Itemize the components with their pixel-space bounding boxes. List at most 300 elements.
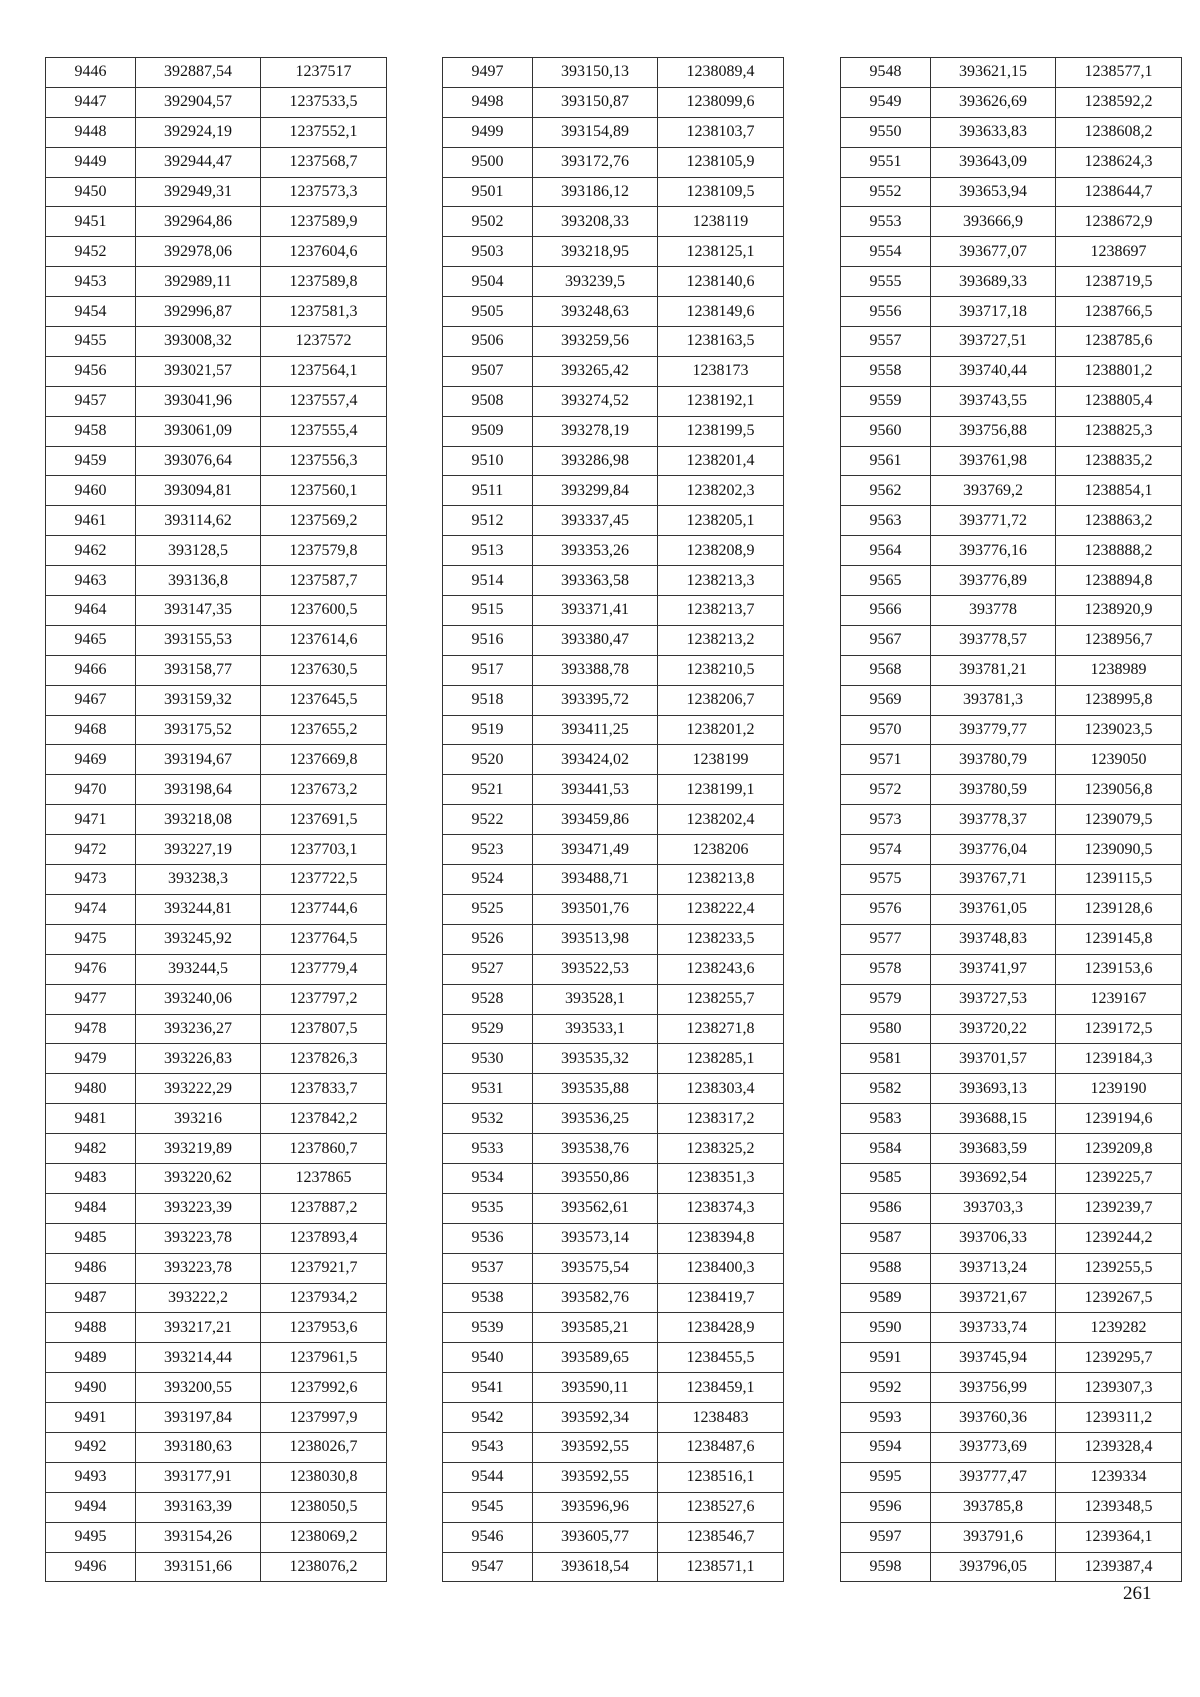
point-number-cell: 9482	[46, 1134, 136, 1164]
point-number-cell: 9460	[46, 476, 136, 506]
y-coordinate-cell: 1237860,7	[261, 1134, 387, 1164]
table-row	[46, 1492, 387, 1522]
x-coordinate-cell: 393761,98	[931, 446, 1056, 476]
y-coordinate-cell: 1239167	[1056, 984, 1182, 1014]
table-row	[443, 536, 784, 566]
point-number-cell: 9597	[841, 1522, 931, 1552]
point-number-cell: 9532	[443, 1104, 533, 1134]
coordinate-table-2	[442, 57, 784, 1582]
y-coordinate-cell: 1238208,9	[658, 536, 784, 566]
point-number-cell: 9458	[46, 416, 136, 446]
y-coordinate-cell: 1237533,5	[261, 87, 387, 117]
x-coordinate-cell: 393208,33	[533, 207, 658, 237]
x-coordinate-cell: 393180,63	[136, 1432, 261, 1462]
table-row	[46, 835, 387, 865]
y-coordinate-cell: 1238303,4	[658, 1074, 784, 1104]
y-coordinate-cell: 1237826,3	[261, 1044, 387, 1074]
y-coordinate-cell: 1239239,7	[1056, 1193, 1182, 1223]
table-row	[46, 58, 387, 88]
y-coordinate-cell: 1239090,5	[1056, 835, 1182, 865]
x-coordinate-cell: 393582,76	[533, 1283, 658, 1313]
point-number-cell: 9572	[841, 775, 931, 805]
table-row	[841, 237, 1182, 267]
point-number-cell: 9463	[46, 566, 136, 596]
table-row	[443, 1223, 784, 1253]
y-coordinate-cell: 1238202,3	[658, 476, 784, 506]
x-coordinate-cell: 393633,83	[931, 117, 1056, 147]
point-number-cell: 9594	[841, 1432, 931, 1462]
x-coordinate-cell: 393776,04	[931, 835, 1056, 865]
y-coordinate-cell: 1238089,4	[658, 58, 784, 88]
y-coordinate-cell: 1238325,2	[658, 1134, 784, 1164]
x-coordinate-cell: 393041,96	[136, 386, 261, 416]
x-coordinate-cell: 393535,88	[533, 1074, 658, 1104]
x-coordinate-cell: 393154,26	[136, 1522, 261, 1552]
x-coordinate-cell: 393388,78	[533, 655, 658, 685]
point-number-cell: 9569	[841, 685, 931, 715]
table-row	[46, 954, 387, 984]
x-coordinate-cell: 393743,55	[931, 386, 1056, 416]
y-coordinate-cell: 1239184,3	[1056, 1044, 1182, 1074]
y-coordinate-cell: 1239295,7	[1056, 1343, 1182, 1373]
table-row	[841, 1193, 1182, 1223]
table-row	[46, 1462, 387, 1492]
y-coordinate-cell: 1238119	[658, 207, 784, 237]
table-row	[841, 775, 1182, 805]
x-coordinate-cell: 393573,14	[533, 1223, 658, 1253]
table-row	[841, 1343, 1182, 1373]
point-number-cell: 9461	[46, 506, 136, 536]
x-coordinate-cell: 393248,63	[533, 297, 658, 327]
point-number-cell: 9571	[841, 745, 931, 775]
y-coordinate-cell: 1237569,2	[261, 506, 387, 536]
point-number-cell: 9525	[443, 894, 533, 924]
y-coordinate-cell: 1238206	[658, 835, 784, 865]
point-number-cell: 9573	[841, 805, 931, 835]
y-coordinate-cell: 1238854,1	[1056, 476, 1182, 506]
table-row	[841, 1462, 1182, 1492]
table-row	[46, 1343, 387, 1373]
y-coordinate-cell: 1238199,5	[658, 416, 784, 446]
y-coordinate-cell: 1238140,6	[658, 267, 784, 297]
table-row	[841, 117, 1182, 147]
point-number-cell: 9521	[443, 775, 533, 805]
x-coordinate-cell: 393008,32	[136, 327, 261, 357]
table-row	[46, 476, 387, 506]
table-row	[46, 1104, 387, 1134]
table-row	[443, 177, 784, 207]
point-number-cell: 9595	[841, 1462, 931, 1492]
point-number-cell: 9576	[841, 894, 931, 924]
table-row	[841, 1223, 1182, 1253]
y-coordinate-cell: 1238105,9	[658, 147, 784, 177]
point-number-cell: 9533	[443, 1134, 533, 1164]
x-coordinate-cell: 393781,3	[931, 685, 1056, 715]
point-number-cell: 9479	[46, 1044, 136, 1074]
point-number-cell: 9550	[841, 117, 931, 147]
y-coordinate-cell: 1239282	[1056, 1313, 1182, 1343]
x-coordinate-cell: 393769,2	[931, 476, 1056, 506]
y-coordinate-cell: 1237764,5	[261, 924, 387, 954]
y-coordinate-cell: 1238163,5	[658, 327, 784, 357]
x-coordinate-cell: 393286,98	[533, 446, 658, 476]
table-row	[841, 835, 1182, 865]
y-coordinate-cell: 1239194,6	[1056, 1104, 1182, 1134]
table-row	[443, 566, 784, 596]
table-row	[443, 1462, 784, 1492]
table-row	[841, 356, 1182, 386]
y-coordinate-cell: 1238125,1	[658, 237, 784, 267]
x-coordinate-cell: 393159,32	[136, 685, 261, 715]
page-number: 261	[1123, 1583, 1152, 1604]
y-coordinate-cell: 1238863,2	[1056, 506, 1182, 536]
x-coordinate-cell: 393677,07	[931, 237, 1056, 267]
x-coordinate-cell: 393274,52	[533, 386, 658, 416]
y-coordinate-cell: 1237568,7	[261, 147, 387, 177]
point-number-cell: 9580	[841, 1014, 931, 1044]
x-coordinate-cell: 393756,99	[931, 1373, 1056, 1403]
point-number-cell: 9578	[841, 954, 931, 984]
y-coordinate-cell: 1238351,3	[658, 1163, 784, 1193]
x-coordinate-cell: 393538,76	[533, 1134, 658, 1164]
point-number-cell: 9564	[841, 536, 931, 566]
table-row	[443, 117, 784, 147]
y-coordinate-cell: 1239115,5	[1056, 865, 1182, 895]
point-number-cell: 9497	[443, 58, 533, 88]
y-coordinate-cell: 1238050,5	[261, 1492, 387, 1522]
x-coordinate-cell: 393780,79	[931, 745, 1056, 775]
x-coordinate-cell: 393621,15	[931, 58, 1056, 88]
point-number-cell: 9555	[841, 267, 931, 297]
x-coordinate-cell: 393154,89	[533, 117, 658, 147]
y-coordinate-cell: 1238199,1	[658, 775, 784, 805]
table-row	[46, 1373, 387, 1403]
y-coordinate-cell: 1238608,2	[1056, 117, 1182, 147]
point-number-cell: 9505	[443, 297, 533, 327]
y-coordinate-cell: 1237961,5	[261, 1343, 387, 1373]
x-coordinate-cell: 393592,34	[533, 1403, 658, 1433]
point-number-cell: 9582	[841, 1074, 931, 1104]
table-row	[46, 1403, 387, 1433]
table-row	[46, 1253, 387, 1283]
point-number-cell: 9513	[443, 536, 533, 566]
point-number-cell: 9561	[841, 446, 931, 476]
table-row	[443, 416, 784, 446]
x-coordinate-cell: 393585,21	[533, 1313, 658, 1343]
y-coordinate-cell: 1237556,3	[261, 446, 387, 476]
x-coordinate-cell: 393796,05	[931, 1552, 1056, 1582]
table-row	[443, 1552, 784, 1582]
y-coordinate-cell: 1238394,8	[658, 1223, 784, 1253]
y-coordinate-cell: 1238317,2	[658, 1104, 784, 1134]
x-coordinate-cell: 393155,53	[136, 625, 261, 655]
table-row	[443, 297, 784, 327]
point-number-cell: 9540	[443, 1343, 533, 1373]
table-row	[46, 1223, 387, 1253]
point-number-cell: 9587	[841, 1223, 931, 1253]
table-row	[841, 1253, 1182, 1283]
point-number-cell: 9489	[46, 1343, 136, 1373]
point-number-cell: 9465	[46, 625, 136, 655]
y-coordinate-cell: 1238995,8	[1056, 685, 1182, 715]
table-row	[46, 297, 387, 327]
x-coordinate-cell: 393692,54	[931, 1163, 1056, 1193]
y-coordinate-cell: 1238173	[658, 356, 784, 386]
y-coordinate-cell: 1237579,8	[261, 536, 387, 566]
table-row	[443, 745, 784, 775]
table-row	[46, 267, 387, 297]
table-row	[443, 625, 784, 655]
point-number-cell: 9527	[443, 954, 533, 984]
y-coordinate-cell: 1237587,7	[261, 566, 387, 596]
table-row	[46, 536, 387, 566]
point-number-cell: 9590	[841, 1313, 931, 1343]
y-coordinate-cell: 1237992,6	[261, 1373, 387, 1403]
y-coordinate-cell: 1238206,7	[658, 685, 784, 715]
y-coordinate-cell: 1237744,6	[261, 894, 387, 924]
x-coordinate-cell: 393147,35	[136, 596, 261, 626]
y-coordinate-cell: 1238571,1	[658, 1552, 784, 1582]
point-number-cell: 9480	[46, 1074, 136, 1104]
point-number-cell: 9472	[46, 835, 136, 865]
table-row	[443, 1163, 784, 1193]
y-coordinate-cell: 1238989	[1056, 655, 1182, 685]
y-coordinate-cell: 1238455,5	[658, 1343, 784, 1373]
point-number-cell: 9520	[443, 745, 533, 775]
table-row	[841, 1522, 1182, 1552]
point-number-cell: 9451	[46, 207, 136, 237]
table-row	[46, 1163, 387, 1193]
point-number-cell: 9556	[841, 297, 931, 327]
y-coordinate-cell: 1237557,4	[261, 386, 387, 416]
table-row	[46, 1134, 387, 1164]
table-row	[841, 954, 1182, 984]
point-number-cell: 9502	[443, 207, 533, 237]
table-row	[46, 596, 387, 626]
table-row	[443, 655, 784, 685]
y-coordinate-cell: 1237573,3	[261, 177, 387, 207]
table-row	[46, 745, 387, 775]
table-row	[46, 177, 387, 207]
y-coordinate-cell: 1239172,5	[1056, 1014, 1182, 1044]
point-number-cell: 9477	[46, 984, 136, 1014]
point-number-cell: 9456	[46, 356, 136, 386]
table-row	[443, 1403, 784, 1433]
x-coordinate-cell: 392978,06	[136, 237, 261, 267]
point-number-cell: 9490	[46, 1373, 136, 1403]
table-row	[46, 1552, 387, 1582]
point-number-cell: 9575	[841, 865, 931, 895]
y-coordinate-cell: 1238285,1	[658, 1044, 784, 1074]
y-coordinate-cell: 1238920,9	[1056, 596, 1182, 626]
point-number-cell: 9483	[46, 1163, 136, 1193]
table-row	[443, 1134, 784, 1164]
x-coordinate-cell: 393778	[931, 596, 1056, 626]
x-coordinate-cell: 393222,2	[136, 1283, 261, 1313]
x-coordinate-cell: 393175,52	[136, 715, 261, 745]
table-row	[443, 1343, 784, 1373]
table-row	[443, 1074, 784, 1104]
point-number-cell: 9545	[443, 1492, 533, 1522]
point-number-cell: 9508	[443, 386, 533, 416]
y-coordinate-cell: 1239267,5	[1056, 1283, 1182, 1313]
table-row	[46, 775, 387, 805]
x-coordinate-cell: 393761,05	[931, 894, 1056, 924]
point-number-cell: 9596	[841, 1492, 931, 1522]
y-coordinate-cell: 1239307,3	[1056, 1373, 1182, 1403]
point-number-cell: 9519	[443, 715, 533, 745]
x-coordinate-cell: 393778,37	[931, 805, 1056, 835]
x-coordinate-cell: 393713,24	[931, 1253, 1056, 1283]
point-number-cell: 9579	[841, 984, 931, 1014]
x-coordinate-cell: 393778,57	[931, 625, 1056, 655]
x-coordinate-cell: 392996,87	[136, 297, 261, 327]
point-number-cell: 9558	[841, 356, 931, 386]
table-row	[46, 117, 387, 147]
x-coordinate-cell: 393061,09	[136, 416, 261, 446]
point-number-cell: 9478	[46, 1014, 136, 1044]
point-number-cell: 9475	[46, 924, 136, 954]
x-coordinate-cell: 392989,11	[136, 267, 261, 297]
y-coordinate-cell: 1238069,2	[261, 1522, 387, 1552]
table-row	[46, 655, 387, 685]
point-number-cell: 9523	[443, 835, 533, 865]
x-coordinate-cell: 393240,06	[136, 984, 261, 1014]
x-coordinate-cell: 393533,1	[533, 1014, 658, 1044]
y-coordinate-cell: 1239056,8	[1056, 775, 1182, 805]
y-coordinate-cell: 1238201,2	[658, 715, 784, 745]
point-number-cell: 9584	[841, 1134, 931, 1164]
x-coordinate-cell: 393776,16	[931, 536, 1056, 566]
x-coordinate-cell: 393626,69	[931, 87, 1056, 117]
point-number-cell: 9562	[841, 476, 931, 506]
x-coordinate-cell: 393214,44	[136, 1343, 261, 1373]
table-row	[46, 1074, 387, 1104]
y-coordinate-cell: 1238213,2	[658, 625, 784, 655]
table-row	[841, 1432, 1182, 1462]
table-row	[841, 685, 1182, 715]
x-coordinate-cell: 393172,76	[533, 147, 658, 177]
point-number-cell: 9592	[841, 1373, 931, 1403]
x-coordinate-cell: 392949,31	[136, 177, 261, 207]
x-coordinate-cell: 393513,98	[533, 924, 658, 954]
x-coordinate-cell: 393198,64	[136, 775, 261, 805]
y-coordinate-cell: 1238026,7	[261, 1432, 387, 1462]
y-coordinate-cell: 1237572	[261, 327, 387, 357]
point-number-cell: 9549	[841, 87, 931, 117]
table-row	[46, 327, 387, 357]
table-row	[46, 386, 387, 416]
point-number-cell: 9507	[443, 356, 533, 386]
point-number-cell: 9516	[443, 625, 533, 655]
x-coordinate-cell: 393459,86	[533, 805, 658, 835]
x-coordinate-cell: 393223,78	[136, 1253, 261, 1283]
point-number-cell: 9583	[841, 1104, 931, 1134]
point-number-cell: 9551	[841, 147, 931, 177]
x-coordinate-cell: 393163,39	[136, 1492, 261, 1522]
x-coordinate-cell: 393528,1	[533, 984, 658, 1014]
point-number-cell: 9492	[46, 1432, 136, 1462]
point-number-cell: 9511	[443, 476, 533, 506]
point-number-cell: 9486	[46, 1253, 136, 1283]
table-row	[443, 1432, 784, 1462]
y-coordinate-cell: 1237589,8	[261, 267, 387, 297]
y-coordinate-cell: 1239190	[1056, 1074, 1182, 1104]
table-row	[841, 1134, 1182, 1164]
x-coordinate-cell: 393740,44	[931, 356, 1056, 386]
table-row	[46, 1193, 387, 1223]
point-number-cell: 9449	[46, 147, 136, 177]
table-row	[841, 1283, 1182, 1313]
table-row	[443, 984, 784, 1014]
point-number-cell: 9524	[443, 865, 533, 895]
x-coordinate-cell: 393745,94	[931, 1343, 1056, 1373]
x-coordinate-cell: 393299,84	[533, 476, 658, 506]
y-coordinate-cell: 1239244,2	[1056, 1223, 1182, 1253]
y-coordinate-cell: 1238487,6	[658, 1432, 784, 1462]
x-coordinate-cell: 393217,21	[136, 1313, 261, 1343]
point-number-cell: 9469	[46, 745, 136, 775]
x-coordinate-cell: 393618,54	[533, 1552, 658, 1582]
point-number-cell: 9565	[841, 566, 931, 596]
table-row	[443, 685, 784, 715]
table-row	[841, 327, 1182, 357]
x-coordinate-cell: 393767,71	[931, 865, 1056, 895]
y-coordinate-cell: 1238766,5	[1056, 297, 1182, 327]
x-coordinate-cell: 393021,57	[136, 356, 261, 386]
table-row	[841, 177, 1182, 207]
y-coordinate-cell: 1237887,2	[261, 1193, 387, 1223]
point-number-cell: 9541	[443, 1373, 533, 1403]
y-coordinate-cell: 1239128,6	[1056, 894, 1182, 924]
point-number-cell: 9503	[443, 237, 533, 267]
point-number-cell: 9491	[46, 1403, 136, 1433]
point-number-cell: 9450	[46, 177, 136, 207]
point-number-cell: 9504	[443, 267, 533, 297]
point-number-cell: 9557	[841, 327, 931, 357]
table-row	[443, 1492, 784, 1522]
x-coordinate-cell: 393522,53	[533, 954, 658, 984]
x-coordinate-cell: 393785,8	[931, 1492, 1056, 1522]
x-coordinate-cell: 393706,33	[931, 1223, 1056, 1253]
point-number-cell: 9591	[841, 1343, 931, 1373]
table-row	[841, 1074, 1182, 1104]
point-number-cell: 9495	[46, 1522, 136, 1552]
point-number-cell: 9522	[443, 805, 533, 835]
point-number-cell: 9566	[841, 596, 931, 626]
y-coordinate-cell: 1238785,6	[1056, 327, 1182, 357]
table-row	[841, 506, 1182, 536]
point-number-cell: 9446	[46, 58, 136, 88]
point-number-cell: 9535	[443, 1193, 533, 1223]
y-coordinate-cell: 1238213,7	[658, 596, 784, 626]
table-row	[443, 596, 784, 626]
table-row	[46, 625, 387, 655]
point-number-cell: 9488	[46, 1313, 136, 1343]
x-coordinate-cell: 393741,97	[931, 954, 1056, 984]
table-row	[841, 147, 1182, 177]
x-coordinate-cell: 393278,19	[533, 416, 658, 446]
point-number-cell: 9526	[443, 924, 533, 954]
point-number-cell: 9539	[443, 1313, 533, 1343]
y-coordinate-cell: 1237600,5	[261, 596, 387, 626]
y-coordinate-cell: 1238192,1	[658, 386, 784, 416]
x-coordinate-cell: 393727,53	[931, 984, 1056, 1014]
point-number-cell: 9471	[46, 805, 136, 835]
y-coordinate-cell: 1237669,8	[261, 745, 387, 775]
x-coordinate-cell: 392964,86	[136, 207, 261, 237]
table-row	[443, 506, 784, 536]
